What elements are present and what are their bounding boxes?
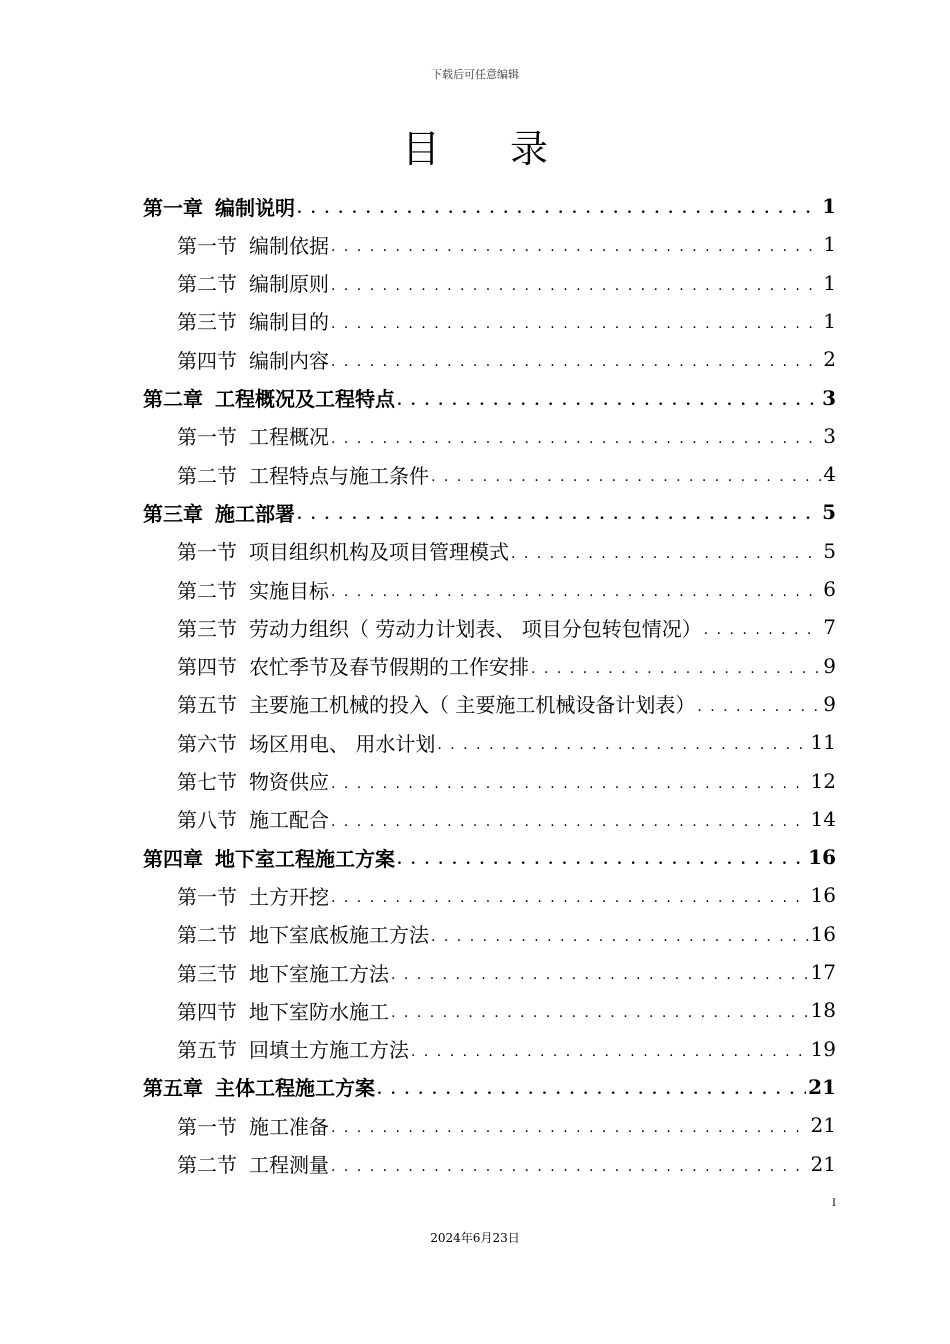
toc-page-number: 5 — [822, 500, 836, 525]
toc-page-number: 19 — [810, 1036, 836, 1061]
toc-entry-title: 物资供应 — [249, 770, 329, 794]
toc-section-entry[interactable] — [177, 455, 836, 493]
toc-dot-leader — [531, 654, 821, 678]
toc-entry-title: 地下室工程施工方案 — [215, 846, 395, 871]
toc-page-number: 1 — [823, 308, 836, 333]
toc-section-entry[interactable] — [177, 532, 836, 570]
toc-entry-number: 第三节 — [177, 310, 237, 335]
toc-section-entry[interactable] — [177, 608, 836, 646]
toc-page-number: 5 — [823, 538, 836, 563]
toc-entry-number: 第一节 — [177, 884, 237, 909]
toc-dot-leader — [704, 615, 822, 639]
toc-dot-leader — [397, 845, 806, 869]
toc-page-number: 16 — [808, 845, 836, 870]
toc-entry-number: 第二节 — [177, 578, 237, 603]
toc-page-number: 18 — [810, 998, 836, 1023]
toc-chapter-entry[interactable] — [143, 493, 836, 531]
toc-page-number: 21 — [810, 1151, 836, 1176]
toc-dot-leader — [397, 386, 820, 410]
toc-entry-number: 第二节 — [177, 272, 237, 297]
toc-section-entry[interactable] — [177, 647, 836, 685]
toc-dot-leader — [331, 769, 809, 793]
toc-entry-number: 第四节 — [177, 655, 237, 680]
toc-page-number: 1 — [822, 194, 836, 218]
toc-entry-title: 编制目的 — [249, 310, 329, 335]
toc-entry-number: 第一节 — [177, 540, 237, 565]
toc-page-number: 3 — [823, 423, 836, 448]
title-char-right: 录 — [510, 127, 549, 171]
toc-section-entry[interactable] — [177, 1106, 836, 1144]
toc-dot-leader — [331, 1152, 809, 1176]
toc-dot-leader — [377, 1075, 806, 1099]
toc-page-number: 12 — [810, 768, 836, 793]
toc-entry-number: 第四节 — [177, 348, 237, 373]
toc-dot-leader — [437, 730, 808, 754]
page-header: 下载后可任意编辑 — [431, 68, 519, 81]
toc-section-entry[interactable] — [177, 762, 836, 800]
toc-page-number: 2 — [823, 347, 836, 372]
toc-page-number: 1 — [823, 270, 836, 295]
toc-entry-number: 第六节 — [177, 731, 237, 756]
toc-entry-title: 实施目标 — [249, 578, 329, 603]
toc-entry-number: 第七节 — [177, 770, 237, 794]
toc-page-number: 17 — [810, 960, 836, 984]
toc-entry-number: 第一节 — [177, 233, 237, 258]
toc-entry-title: 施工配合 — [249, 808, 329, 833]
toc-section-entry[interactable] — [177, 225, 836, 263]
toc-entry-title: 工程测量 — [249, 1153, 329, 1177]
toc-section-entry[interactable] — [177, 991, 836, 1029]
toc-entry-number: 第一节 — [177, 425, 237, 450]
toc-entry-title: 场区用电、 用水计划 — [249, 731, 436, 756]
toc-section-entry[interactable] — [177, 953, 836, 991]
toc-dot-leader — [331, 1113, 809, 1137]
page-footer-date: 2024年6月23日 — [430, 1231, 520, 1245]
toc-section-entry[interactable] — [177, 570, 836, 608]
toc-dot-leader — [331, 347, 821, 371]
toc-section-entry[interactable] — [177, 1145, 836, 1183]
toc-dot-leader — [411, 1037, 809, 1061]
toc-section-entry[interactable] — [177, 302, 836, 340]
toc-entry-number: 第一节 — [177, 1114, 237, 1139]
toc-section-entry[interactable] — [177, 417, 836, 455]
toc-entry-title: 回填土方施工方法 — [249, 1038, 409, 1063]
toc-page-number: 11 — [810, 730, 836, 755]
title-char-left: 目 — [401, 127, 440, 171]
toc-chapter-entry[interactable] — [143, 1068, 836, 1106]
toc-entry-title: 编制说明 — [215, 195, 295, 220]
toc-entry-title: 农忙季节及春节假期的工作安排 — [249, 655, 529, 680]
toc-entry-number: 第三节 — [177, 616, 237, 641]
toc-page-number: 14 — [810, 806, 836, 831]
toc-entry-title: 地下室底板施工方法 — [249, 923, 429, 948]
toc-entry-number: 第五章 — [143, 1076, 203, 1101]
toc-entry-title: 施工部署 — [215, 501, 295, 526]
toc-entry-title: 土方开挖 — [249, 884, 329, 909]
toc-page-number: 21 — [808, 1074, 836, 1099]
toc-dot-leader — [331, 807, 809, 831]
toc-entry-number: 第五节 — [177, 1038, 237, 1063]
toc-entry-number: 第二章 — [143, 387, 203, 411]
toc-page-number: 6 — [823, 577, 836, 601]
toc-dot-leader — [697, 692, 821, 716]
toc-entry-title: 地下室施工方法 — [249, 961, 389, 986]
toc-page-number: 16 — [810, 921, 836, 946]
toc-chapter-entry[interactable] — [143, 838, 836, 876]
toc-dot-leader — [391, 960, 809, 984]
toc-entry-title: 项目组织机构及项目管理模式 — [249, 540, 509, 565]
toc-entry-number: 第一章 — [143, 195, 203, 220]
toc-dot-leader — [331, 883, 809, 907]
page-title — [0, 118, 950, 173]
toc-dot-leader — [331, 232, 821, 256]
toc-entry-title: 工程概况 — [249, 425, 329, 450]
toc-page-number: 16 — [810, 883, 836, 908]
toc-section-entry[interactable] — [177, 340, 836, 378]
toc-entry-title: 劳动力组织（ 劳动力计划表、 项目分包转包情况） — [249, 616, 702, 641]
toc-dot-leader — [431, 462, 821, 486]
toc-entry-number: 第八节 — [177, 808, 237, 833]
toc-entry-title: 工程特点与施工条件 — [249, 463, 429, 488]
toc-section-entry[interactable] — [177, 800, 836, 838]
toc-dot-leader — [331, 309, 821, 333]
toc-entry-title: 编制依据 — [249, 233, 329, 258]
toc-page-number: 7 — [823, 615, 836, 640]
toc-dot-leader — [331, 577, 821, 601]
toc-entry-number: 第四节 — [177, 999, 237, 1024]
toc-entry-title: 地下室防水施工 — [249, 999, 389, 1024]
toc-chapter-entry[interactable] — [143, 187, 836, 225]
toc-section-entry[interactable] — [177, 915, 836, 953]
toc-entry-number: 第三章 — [143, 501, 203, 526]
toc-entry-number: 第五节 — [177, 693, 237, 718]
toc-entry-title: 编制原则 — [249, 272, 329, 297]
toc-entry-title: 施工准备 — [249, 1114, 329, 1139]
toc-dot-leader — [431, 922, 809, 946]
toc-section-entry[interactable] — [177, 1030, 836, 1068]
toc-dot-leader — [511, 539, 821, 563]
toc-entry-title: 工程概况及工程特点 — [215, 387, 395, 411]
toc-entry-number: 第四章 — [143, 846, 203, 871]
toc-dot-leader — [297, 194, 820, 218]
toc-entry-number: 第二节 — [177, 1153, 237, 1177]
toc-section-entry[interactable] — [177, 685, 836, 723]
toc-page-number: 9 — [823, 691, 836, 716]
toc-dot-leader — [331, 271, 821, 295]
toc-dot-leader — [391, 998, 809, 1022]
toc-page-number: 4 — [823, 462, 836, 487]
toc-dot-leader — [331, 424, 821, 448]
toc-page-number: 21 — [810, 1113, 836, 1138]
toc-page-number: 1 — [823, 232, 836, 257]
toc-entry-title: 主要施工机械的投入（ 主要施工机械设备计划表） — [249, 693, 696, 718]
toc-page-number: 9 — [823, 653, 836, 678]
toc-page-number: 3 — [822, 385, 836, 410]
toc-entry-title: 主体工程施工方案 — [215, 1076, 375, 1101]
toc-section-entry[interactable] — [177, 723, 836, 761]
toc-dot-leader — [297, 500, 820, 524]
toc-entry-title: 编制内容 — [249, 348, 329, 373]
toc-entry-number: 第三节 — [177, 961, 237, 986]
toc-section-entry[interactable] — [177, 264, 836, 302]
toc-entry-number: 第二节 — [177, 923, 237, 948]
toc-section-entry[interactable] — [177, 876, 836, 914]
toc-chapter-entry[interactable] — [143, 379, 836, 417]
page-number-mark: I — [832, 1198, 836, 1209]
toc-entry-number: 第二节 — [177, 463, 237, 488]
